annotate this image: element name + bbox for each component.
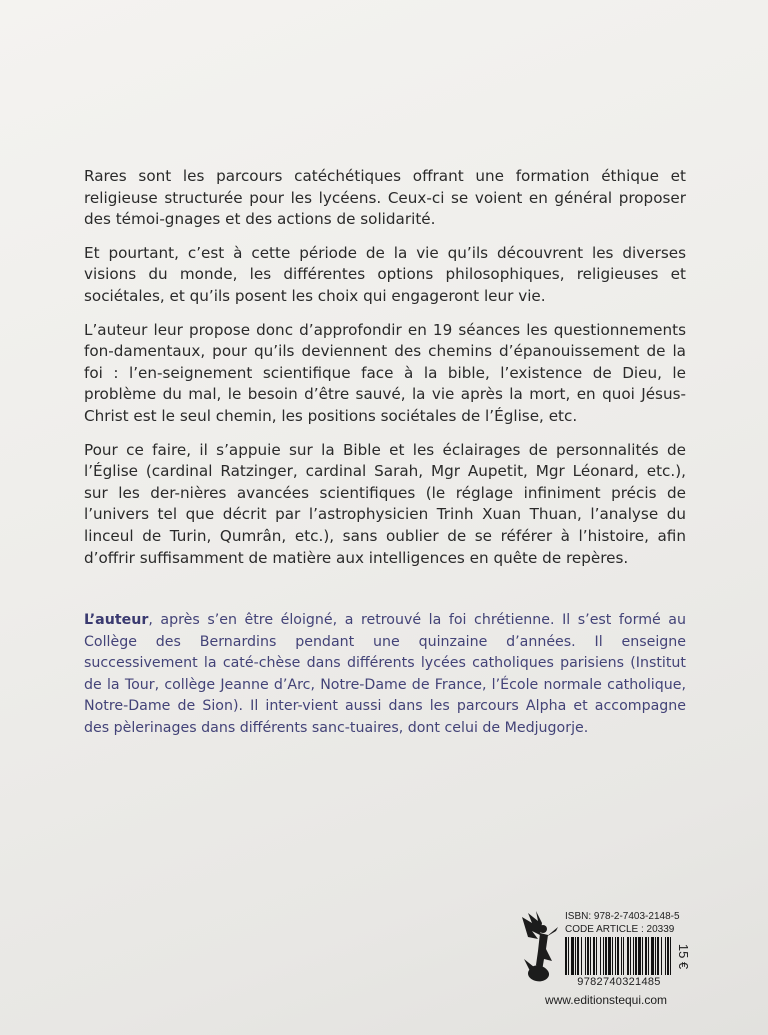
barcode-bar xyxy=(577,937,579,975)
barcode-bar xyxy=(670,937,671,975)
barcode-bar xyxy=(630,937,631,975)
code-article-label: CODE ARTICLE : 20339 xyxy=(565,924,675,935)
barcode-bar xyxy=(575,937,576,975)
barcode-bar xyxy=(642,937,643,975)
blurb-text xyxy=(84,166,686,581)
barcode-bar xyxy=(571,937,574,975)
barcode-bar xyxy=(667,937,669,975)
archangel-logo-icon xyxy=(518,909,562,985)
barcode-bar xyxy=(621,937,622,975)
barcode xyxy=(565,937,673,975)
barcode-bar xyxy=(565,937,567,975)
barcode-bar xyxy=(568,937,569,975)
barcode-bar xyxy=(665,937,666,975)
author-paragraph xyxy=(84,610,686,740)
barcode-bar xyxy=(645,937,647,975)
barcode-bar xyxy=(633,937,634,975)
barcode-bar xyxy=(655,937,656,975)
barcode-bar xyxy=(617,937,619,975)
barcode-bar xyxy=(638,937,641,975)
barcode-bar xyxy=(605,937,607,975)
barcode-bar xyxy=(600,937,601,975)
barcode-bar xyxy=(581,937,582,975)
barcode-bar xyxy=(590,937,591,975)
barcode-bar xyxy=(608,937,611,975)
barcode-bar xyxy=(657,937,659,975)
author-text: , après s’en être éloigné, a retrouvé la foi chrétienne. Il s’est formé au Collège des Bernardins pendant une quinzaine d’années. Il enseigne successivement la caté-chèse dans différents lycées catholiques parisiens (Institut de la Tour, collège Jeanne d’Arc, Notre-Dame de France, l’École normale catholique, Notre-Dame de Sion). Il inter-vient aussi dans les parcours Alpha et accompagne des pèlerinages dans différents sanc-tuaires, dont celui de Medjugorje. xyxy=(84,612,686,736)
publisher-block xyxy=(518,905,690,1010)
barcode-bar xyxy=(593,937,595,975)
barcode-bar xyxy=(615,937,616,975)
blurb-paragraph-1: Rares sont les parcours catéchétiques offrant une formation éthique et religieuse structurée pour les lycéens. Ceux-ci se voient en général proposer des témoi-gnages et des actions de solidarité. xyxy=(84,167,686,229)
author-bio xyxy=(84,610,686,740)
blurb-paragraph-3: L’auteur leur propose donc d’approfondir en 19 séances les questionnements fon-damentaux, pour qu’ils deviennent des chemins d’épanouissement de la foi : l’en-seignement scientifique face à la bible, l’existence de Dieu, le problème du mal, le besoin d’être sauvé, la vie après la mort, en quoi Jésus-Christ est le seul chemin, les positions sociétales de l’Église, etc. xyxy=(84,320,686,425)
barcode-bar xyxy=(603,937,604,975)
barcode-bar xyxy=(648,937,649,975)
barcode-digits: 9782740321485 xyxy=(577,976,661,988)
blurb-paragraph-2: Et pourtant, c’est à cette période de la vie qu’ils découvrent les diverses visions du monde, les différentes options philosophiques, religieuses et sociétales, et qu’ils posent les choix qui engageront leur vie. xyxy=(84,243,686,305)
publisher-website: www.editionstequi.com xyxy=(544,993,668,1007)
barcode-bar xyxy=(651,937,654,975)
barcode-bar xyxy=(585,937,586,975)
price-label: 15 € xyxy=(676,943,692,970)
barcode-bar xyxy=(627,937,629,975)
barcode-bar xyxy=(587,937,589,975)
barcode-bar xyxy=(612,937,613,975)
barcode-bar xyxy=(623,937,624,975)
barcode-bar xyxy=(635,937,637,975)
isbn-label: ISBN: 978-2-7403-2148-5 xyxy=(565,911,680,922)
barcode-bar xyxy=(596,937,597,975)
blurb-paragraph-4: Pour ce faire, il s’appuie sur la Bible et les éclairages de personnalités de l’Église (cardinal Ratzinger, cardinal Sarah, Mgr Aupetit, Mgr Léonard, etc.), sur les der-nières avancées scientifiques (le réglage infiniment précis de l’univers tel que décrit par l’astrophysicien Trinh Xuan Thuan, l’analyse du linceul de Turin, Qumrân, etc.), sans oublier de se référer à l’histoire, afin d’offrir suffisamment de matière aux intelligences en quête de repères. xyxy=(84,440,686,567)
barcode-bar xyxy=(661,937,662,975)
author-lead: L’auteur xyxy=(84,612,149,628)
